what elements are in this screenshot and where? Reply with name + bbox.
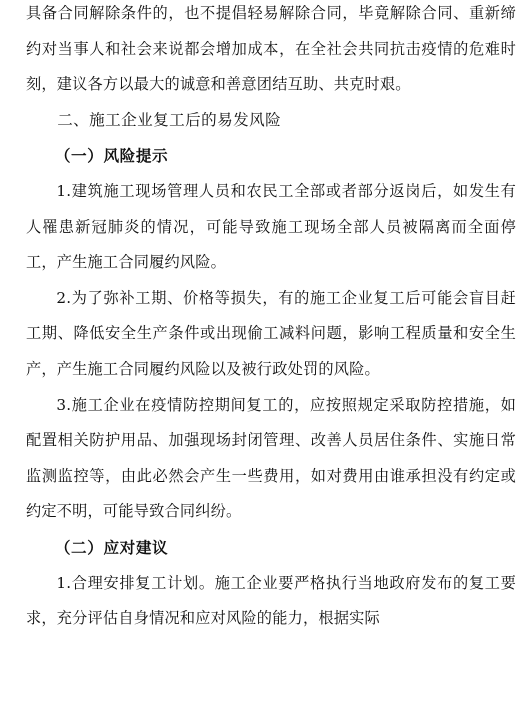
paragraph-contract-termination: 具备合同解除条件的，也不提倡轻易解除合同，毕竟解除合同、重新缔约对当事人和社会来说都会增加成本，在全社会共同抗击疫情的危难时刻，建议各方以最大的诚意和善意团结互助、共克时艰。 [26,4,516,94]
paragraph-risk-1: 1.建筑施工现场管理人员和农民工全部或者部分返岗后，如发生有人罹患新冠肺炎的情况，可能导致施工现场全部人员被隔离而全面停工，产生施工合同履约风险。 [26,181,516,272]
paragraph-risk-3: 3.施工企业在疫情防控期间复工的，应按照规定采取防控措施，如配置相关防护用品、加强现场封闭管理、改善人员居住条件、实施日常监测监控等，由此必然会产生一些费用，如对费用由谁承担没有约定或约定不明，可能导致合同纠纷。 [26,395,516,521]
paragraph-advice-1: 1.合理安排复工计划。施工企业要严格执行当地政府发布的复工要求，充分评估自身情况和应对风险的能力，根据实际 [26,573,516,628]
subsection-heading-risk-tips: （一）风险提示 [54,146,169,166]
paragraph-risk-2: 2.为了弥补工期、价格等损失，有的施工企业复工后可能会盲目赶工期、降低安全生产条件或出现偷工减料问题，影响工程质量和安全生产，产生施工合同履约风险以及被行政处罚的风险。 [26,288,516,378]
subsection-heading-advice: （二）应对建议 [54,537,169,557]
section-heading: 二、施工企业复工后的易发风险 [57,110,282,129]
